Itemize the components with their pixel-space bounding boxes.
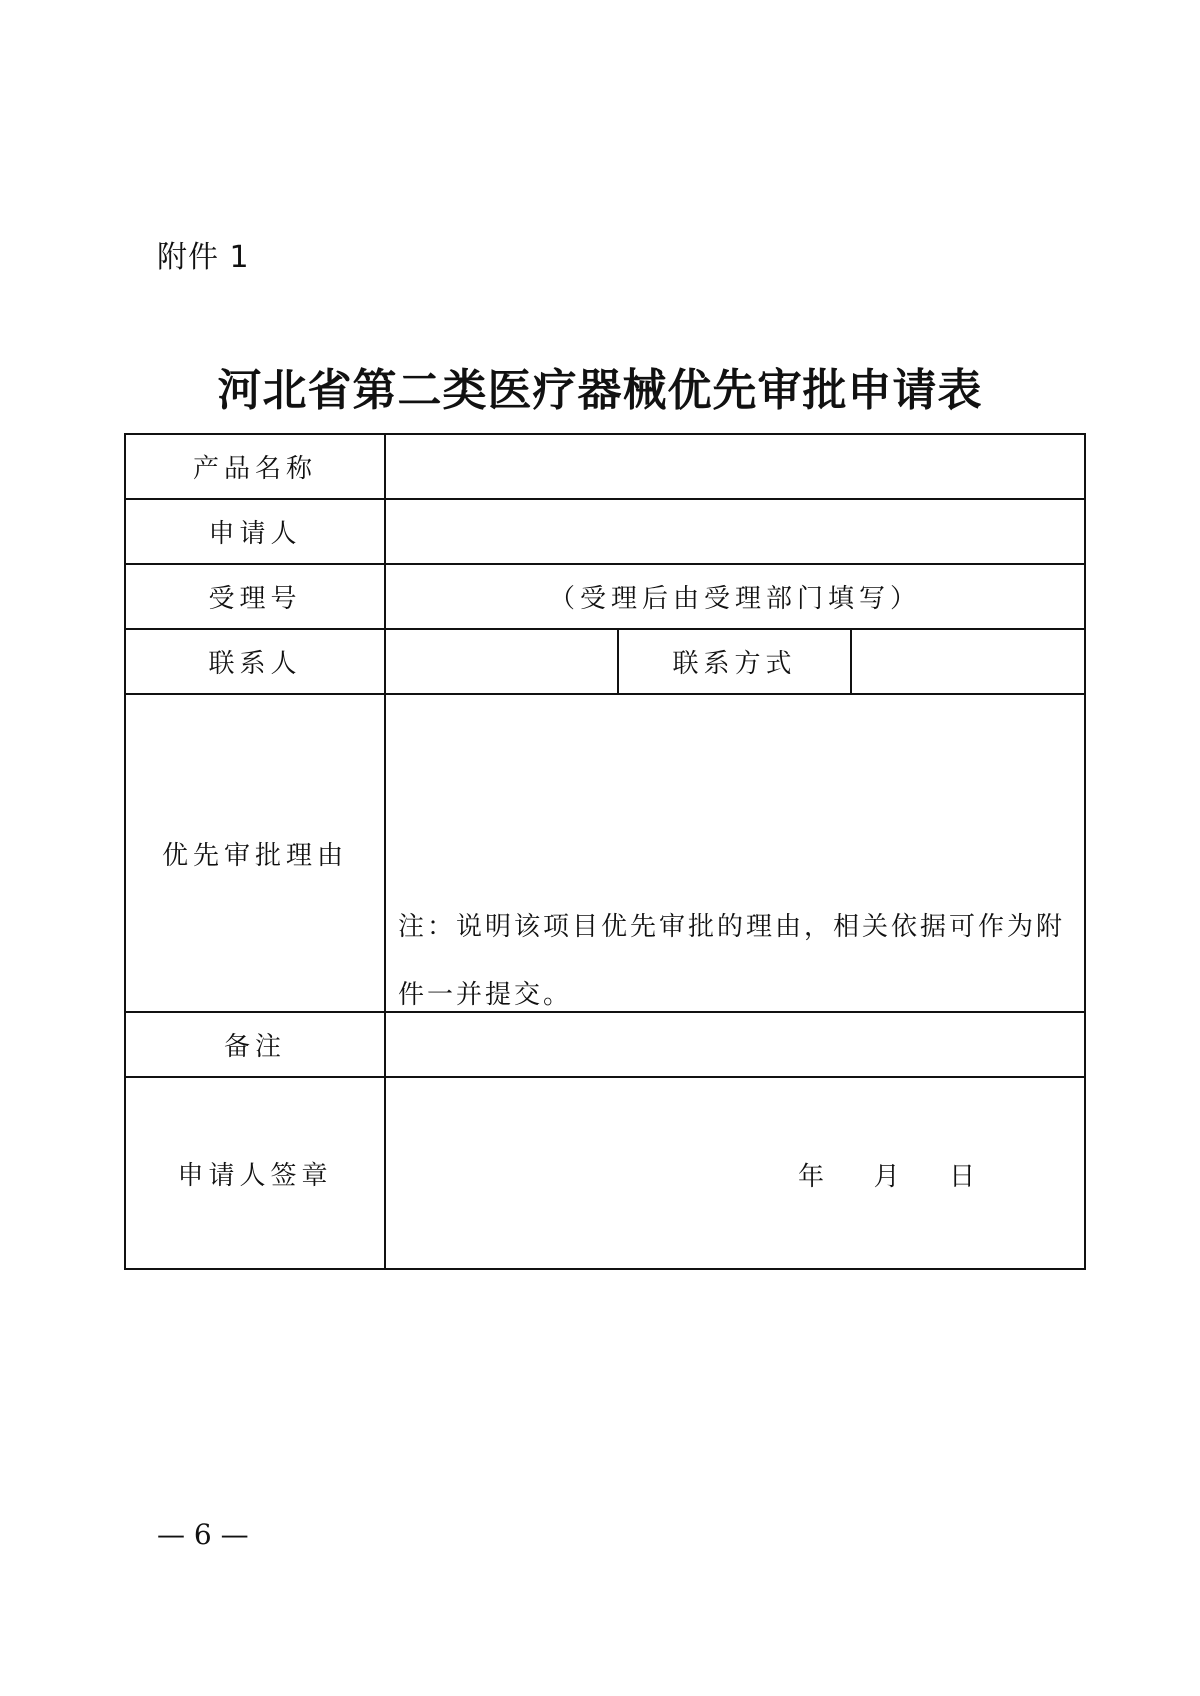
- row-acceptance-no: [125, 564, 1085, 629]
- signature-date-text: 年 月 日: [798, 1162, 976, 1192]
- form-title: 河北省第二类医疗器械优先审批申请表: [217, 365, 983, 416]
- priority-reason-label: 优先审批理由: [125, 694, 385, 1012]
- row-signature: [125, 1077, 1085, 1269]
- acceptance-no-field: （受理后由受理部门填写）: [385, 564, 1085, 629]
- row-product-name: [125, 434, 1085, 499]
- application-form-table: [124, 433, 1086, 1270]
- contact-person-label: 联系人: [125, 629, 385, 694]
- row-contact: [125, 629, 1085, 694]
- signature-field[interactable]: [385, 1077, 1085, 1269]
- attachment-label: 附件 1: [157, 240, 250, 275]
- applicant-label: 申请人: [125, 499, 385, 564]
- priority-reason-note: 注：说明该项目优先审批的理由，相关依据可作为附件一并提交。: [398, 912, 1066, 1010]
- contact-method-label: 联系方式: [618, 629, 851, 694]
- contact-method-field[interactable]: [851, 629, 1085, 694]
- acceptance-no-label: 受理号: [125, 564, 385, 629]
- contact-person-field[interactable]: [385, 629, 618, 694]
- signature-label: 申请人签章: [125, 1077, 385, 1269]
- remarks-label: 备注: [125, 1012, 385, 1077]
- applicant-field[interactable]: [385, 499, 1085, 564]
- priority-reason-field[interactable]: [385, 694, 1085, 1012]
- product-name-label: 产品名称: [125, 434, 385, 499]
- page-number: — 6 —: [157, 1518, 249, 1551]
- row-priority-reason: [125, 694, 1085, 1012]
- product-name-field[interactable]: [385, 434, 1085, 499]
- row-applicant: [125, 499, 1085, 564]
